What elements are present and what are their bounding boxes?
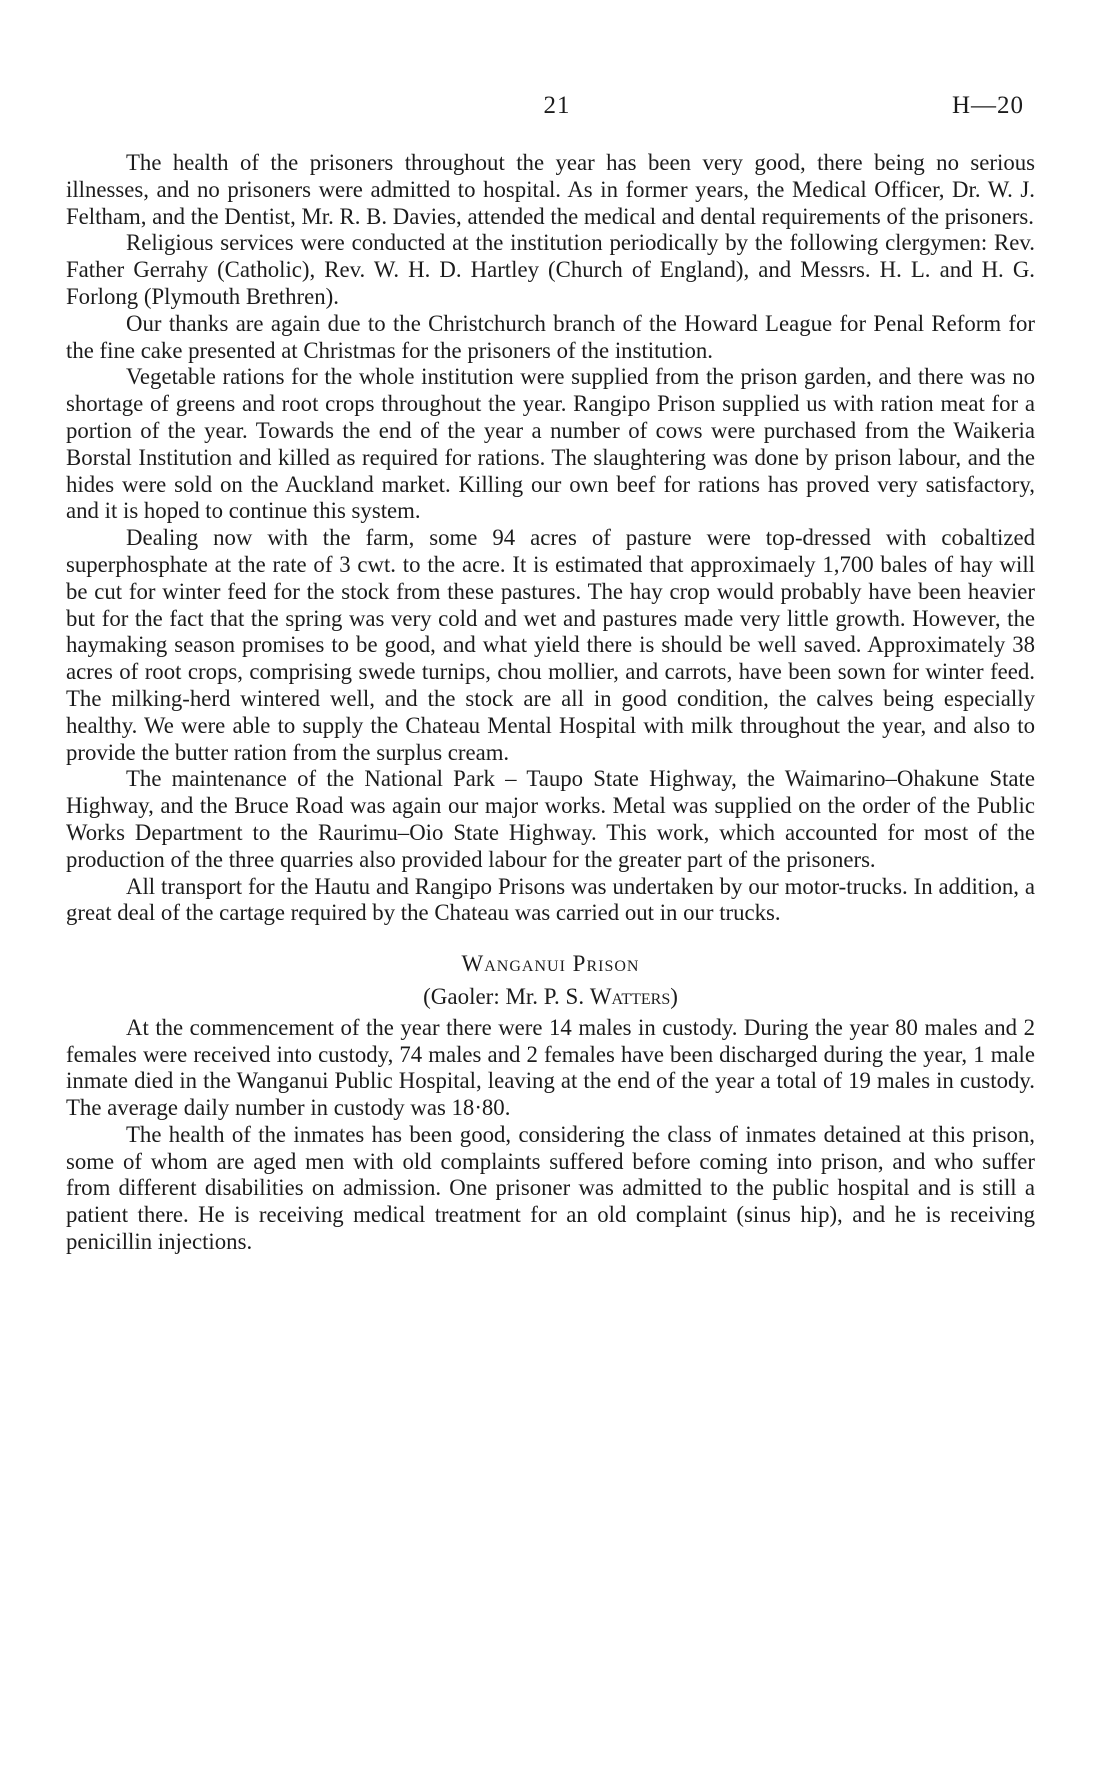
body-text [66, 150, 1035, 1256]
paragraph-vegetable-rations: Vegetable rations for the whole institution were supplied from the prison garden, and there was no shortage of greens and root crops throughout the year. Rangipo Prison supplied us with ration meat for a portion of the year. Towards the end of the year a number of cows were purchased from the Waikeria Borstal Institution and killed as required for rations. The slaughtering was done by prison labour, and the hides were sold on the Auckland market. Killing our own beef for rations has proved very satisfactory, and it is hoped to continue this system. [66, 364, 1035, 524]
paragraph-health: The health of the prisoners throughout the year has been very good, there being no serious illnesses, and no prisoners were admitted to hospital. As in former years, the Medical Officer, Dr. W. J. Feltham, and the Dentist, Mr. R. B. Davies, attended the medical and dental requirements of the prisoners. [66, 150, 1035, 229]
gaoler-subheading [66, 984, 1035, 1011]
paragraph-transport: All transport for the Hautu and Rangipo Prisons was undertaken by our motor-trucks. In addition, a great deal of the cartage required by the Chateau was carried out in our trucks. [66, 873, 1035, 926]
paragraph-custody-numbers: At the commencement of the year there were 14 males in custody. During the year 80 males and 2 females were received into custody, 74 males and 2 females have been discharged during the year, 1 male inmate died in the Wanganui Public Hospital, leaving at the end of the year a total of 19 males in custody. The average daily number in custody was 18·80. [66, 1014, 1035, 1121]
paragraph-thanks: Our thanks are again due to the Christchurch branch of the Howard League for Penal Reform for the fine cake presented at Christmas for the prisoners of the institution. [66, 310, 1035, 363]
paragraph-religious-services: Religious services were conducted at the institution periodically by the following clergymen: Rev. Father Gerrahy (Catholic), Rev. W. H. D. Hartley (Church of England), and Messrs. H. L. and H. G. Forlong (Plymouth Brethren). [66, 230, 1035, 309]
page-header [0, 92, 1114, 126]
document-reference: H—20 [951, 92, 1024, 119]
page-number: 21 [543, 92, 571, 119]
gaoler-prefix: (Gaoler: Mr. P. S. [423, 983, 590, 1009]
gaoler-suffix: ) [670, 983, 678, 1009]
paragraph-highway-maintenance: The maintenance of the National Park – Taupo State Highway, the Waimarino–Ohakune State Highway, and the Bruce Road was again our major works. Metal was supplied on the order of the Public Works Department to the Raurimu–Oio State Highway. This work, which accounted for most of the production of the three quarries also provided labour for the greater part of the prisoners. [66, 766, 1035, 872]
gaoler-name: Watters [589, 983, 671, 1009]
paragraph-farm: Dealing now with the farm, some 94 acres of pasture were top-dressed with cobaltized superphosphate at the rate of 3 cwt. to the acre. It is estimated that approximaely 1,700 bales of hay will be cut for winter feed for the stock from these pastures. The hay crop would probably have been heavier but for the fact that the spring was very cold and wet and pastures made very little growth. However, the haymaking season promises to be good, and what yield there is should be well saved. Approximately 38 acres of root crops, comprising swede turnips, chou mollier, and carrots, have been sown for winter feed. The milking-herd wintered well, and the stock are all in good condition, the calves being especially healthy. We were able to supply the Chateau Mental Hospital with milk throughout the year, and also to provide the butter ration from the surplus cream. [66, 525, 1035, 765]
paragraph-inmate-health: The health of the inmates has been good, considering the class of inmates detained at this prison, some of whom are aged men with old complaints suffered before coming into prison, and who suffer from different disabilities on admission. One prisoner was admitted to the public hospital and is still a patient there. He is receiving medical treatment for an old complaint (sinus hip), and he is receiving penicillin injections. [66, 1121, 1035, 1255]
section-heading: Wanganui Prison [461, 951, 640, 977]
